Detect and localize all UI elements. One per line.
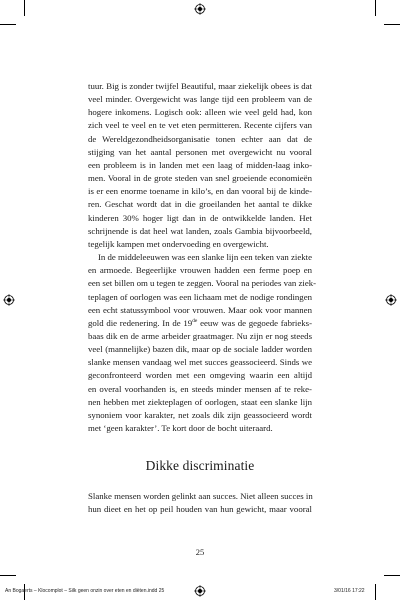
text-line: Slanke mensen worden gelinkt aan succes. Niet alleen succes in (88, 491, 313, 501)
section-heading: Dikke discriminatie (145, 458, 255, 473)
text-line: In de middeleeuwen was een slanke lijn een teken van ziekte (98, 252, 312, 263)
text-line: teplagen of oorlogen was een lichaam met de nodige rondingen (88, 291, 312, 302)
text-line: tegelijk kampen met ondervoeding en overgewicht. (88, 238, 269, 249)
text-line: veel minder. Overgewicht was lange tijd een probleem van de (88, 94, 312, 105)
text-line: men. Vooral in de grote steden van snel groeiende economieën (88, 173, 312, 184)
text-line: een set billen om u tegen te zeggen. Vooral na periodes van ziek- (88, 278, 317, 289)
print-slug-timestamp: 3/01/16 17:22 (334, 588, 365, 594)
crop-mark-top-left-h (0, 24, 16, 25)
text-line: veel (mannelijke) bazen dik, maar op de sociale ladder worden (88, 344, 312, 355)
text-line: en armoede. Begeerlijke vrouwen hadden een ferme poep en (88, 265, 312, 276)
crop-mark-bottom-right-h (384, 575, 400, 576)
text-line: is er een enorme toename in kilo’s, en dan vooral bij de kinde- (88, 186, 312, 197)
crop-mark-top-right-h (384, 24, 400, 25)
crop-mark-top-right-v (375, 0, 376, 16)
crop-mark-bottom-left-h (0, 575, 16, 576)
registration-mark-bottom-icon (194, 585, 206, 597)
text-line: nen hebben met ziekteplagen of oorlogen, staat een slanke lijn (88, 396, 312, 407)
text-line: met ‘geen karakter’. Te kort door de bocht uiteraard. (88, 423, 273, 434)
crop-mark-bottom-right-v (375, 584, 376, 600)
superscript: de (192, 317, 198, 324)
text-line-century (88, 317, 312, 330)
page-number: 25 (195, 547, 205, 557)
body-text (88, 80, 317, 435)
text-line: baas dik en de arme arbeider graatmager. Nu zijn er nog steeds (88, 330, 312, 341)
text-fragment: gold die redenering. In de 19 (88, 317, 193, 328)
paragraph-1 (88, 80, 312, 251)
text-line: de Wereldgezondheidsorganisatie tonen echter aan dat de (88, 133, 312, 144)
text-line: hun dieet en het op peil houden van hun gewicht, maar vooral (88, 504, 312, 515)
text-line: slanke mensen vandaag wel met succes geassocieerd. Sinds we (88, 357, 312, 368)
text-line: een echt statussymbool voor vrouwen. Maar ook voor mannen (88, 304, 312, 315)
text-line: en overal voorhanden is, en steeds minder mensen af te reke- (88, 383, 312, 394)
print-slug-filename: An Bogaerts – Klocomplot – Silk geen onzin over eten en diëten.indd 25 (5, 588, 165, 594)
text-line: kinderen 30% hoger ligt dan in de ontwikkelde landen. Het (88, 212, 312, 223)
text-line: synoniem voor karakter, net zoals dik zijn geassocieerd wordt (88, 409, 312, 420)
crop-mark-top-left-v (24, 0, 25, 16)
text-fragment: eeuw was de gegoede fabrieks- (197, 317, 312, 328)
text-line: stijging van het aantal personen met overgewicht nu vooral (88, 146, 312, 157)
paragraph-2 (88, 251, 317, 435)
text-line: geconfronteerd worden met een omgeving waarin een altijd (88, 370, 312, 381)
registration-mark-right-icon (385, 294, 397, 306)
text-line: een probleem is in landen met een laag of midden-laag inko- (88, 159, 312, 170)
text-line: zich veel te veel en te vet eten permitteren. Recente cijfers van (88, 120, 312, 131)
text-line: hogere inkomens. Logisch ook: alleen wie veel geld had, kon (88, 107, 312, 118)
text-line: ren. Geschat wordt dat in die groeilanden het aantal te dikke (88, 199, 312, 210)
text-line: tuur. Big is zonder twijfel Beautiful, maar ziekelijk obees is dat (88, 81, 312, 91)
paragraph-3 (88, 490, 312, 516)
text-line: schrijnende is dat heel wat landen, zoals Gambia bijvoorbeeld, (88, 225, 312, 236)
registration-mark-left-icon (3, 294, 15, 306)
registration-mark-top-icon (194, 3, 206, 15)
